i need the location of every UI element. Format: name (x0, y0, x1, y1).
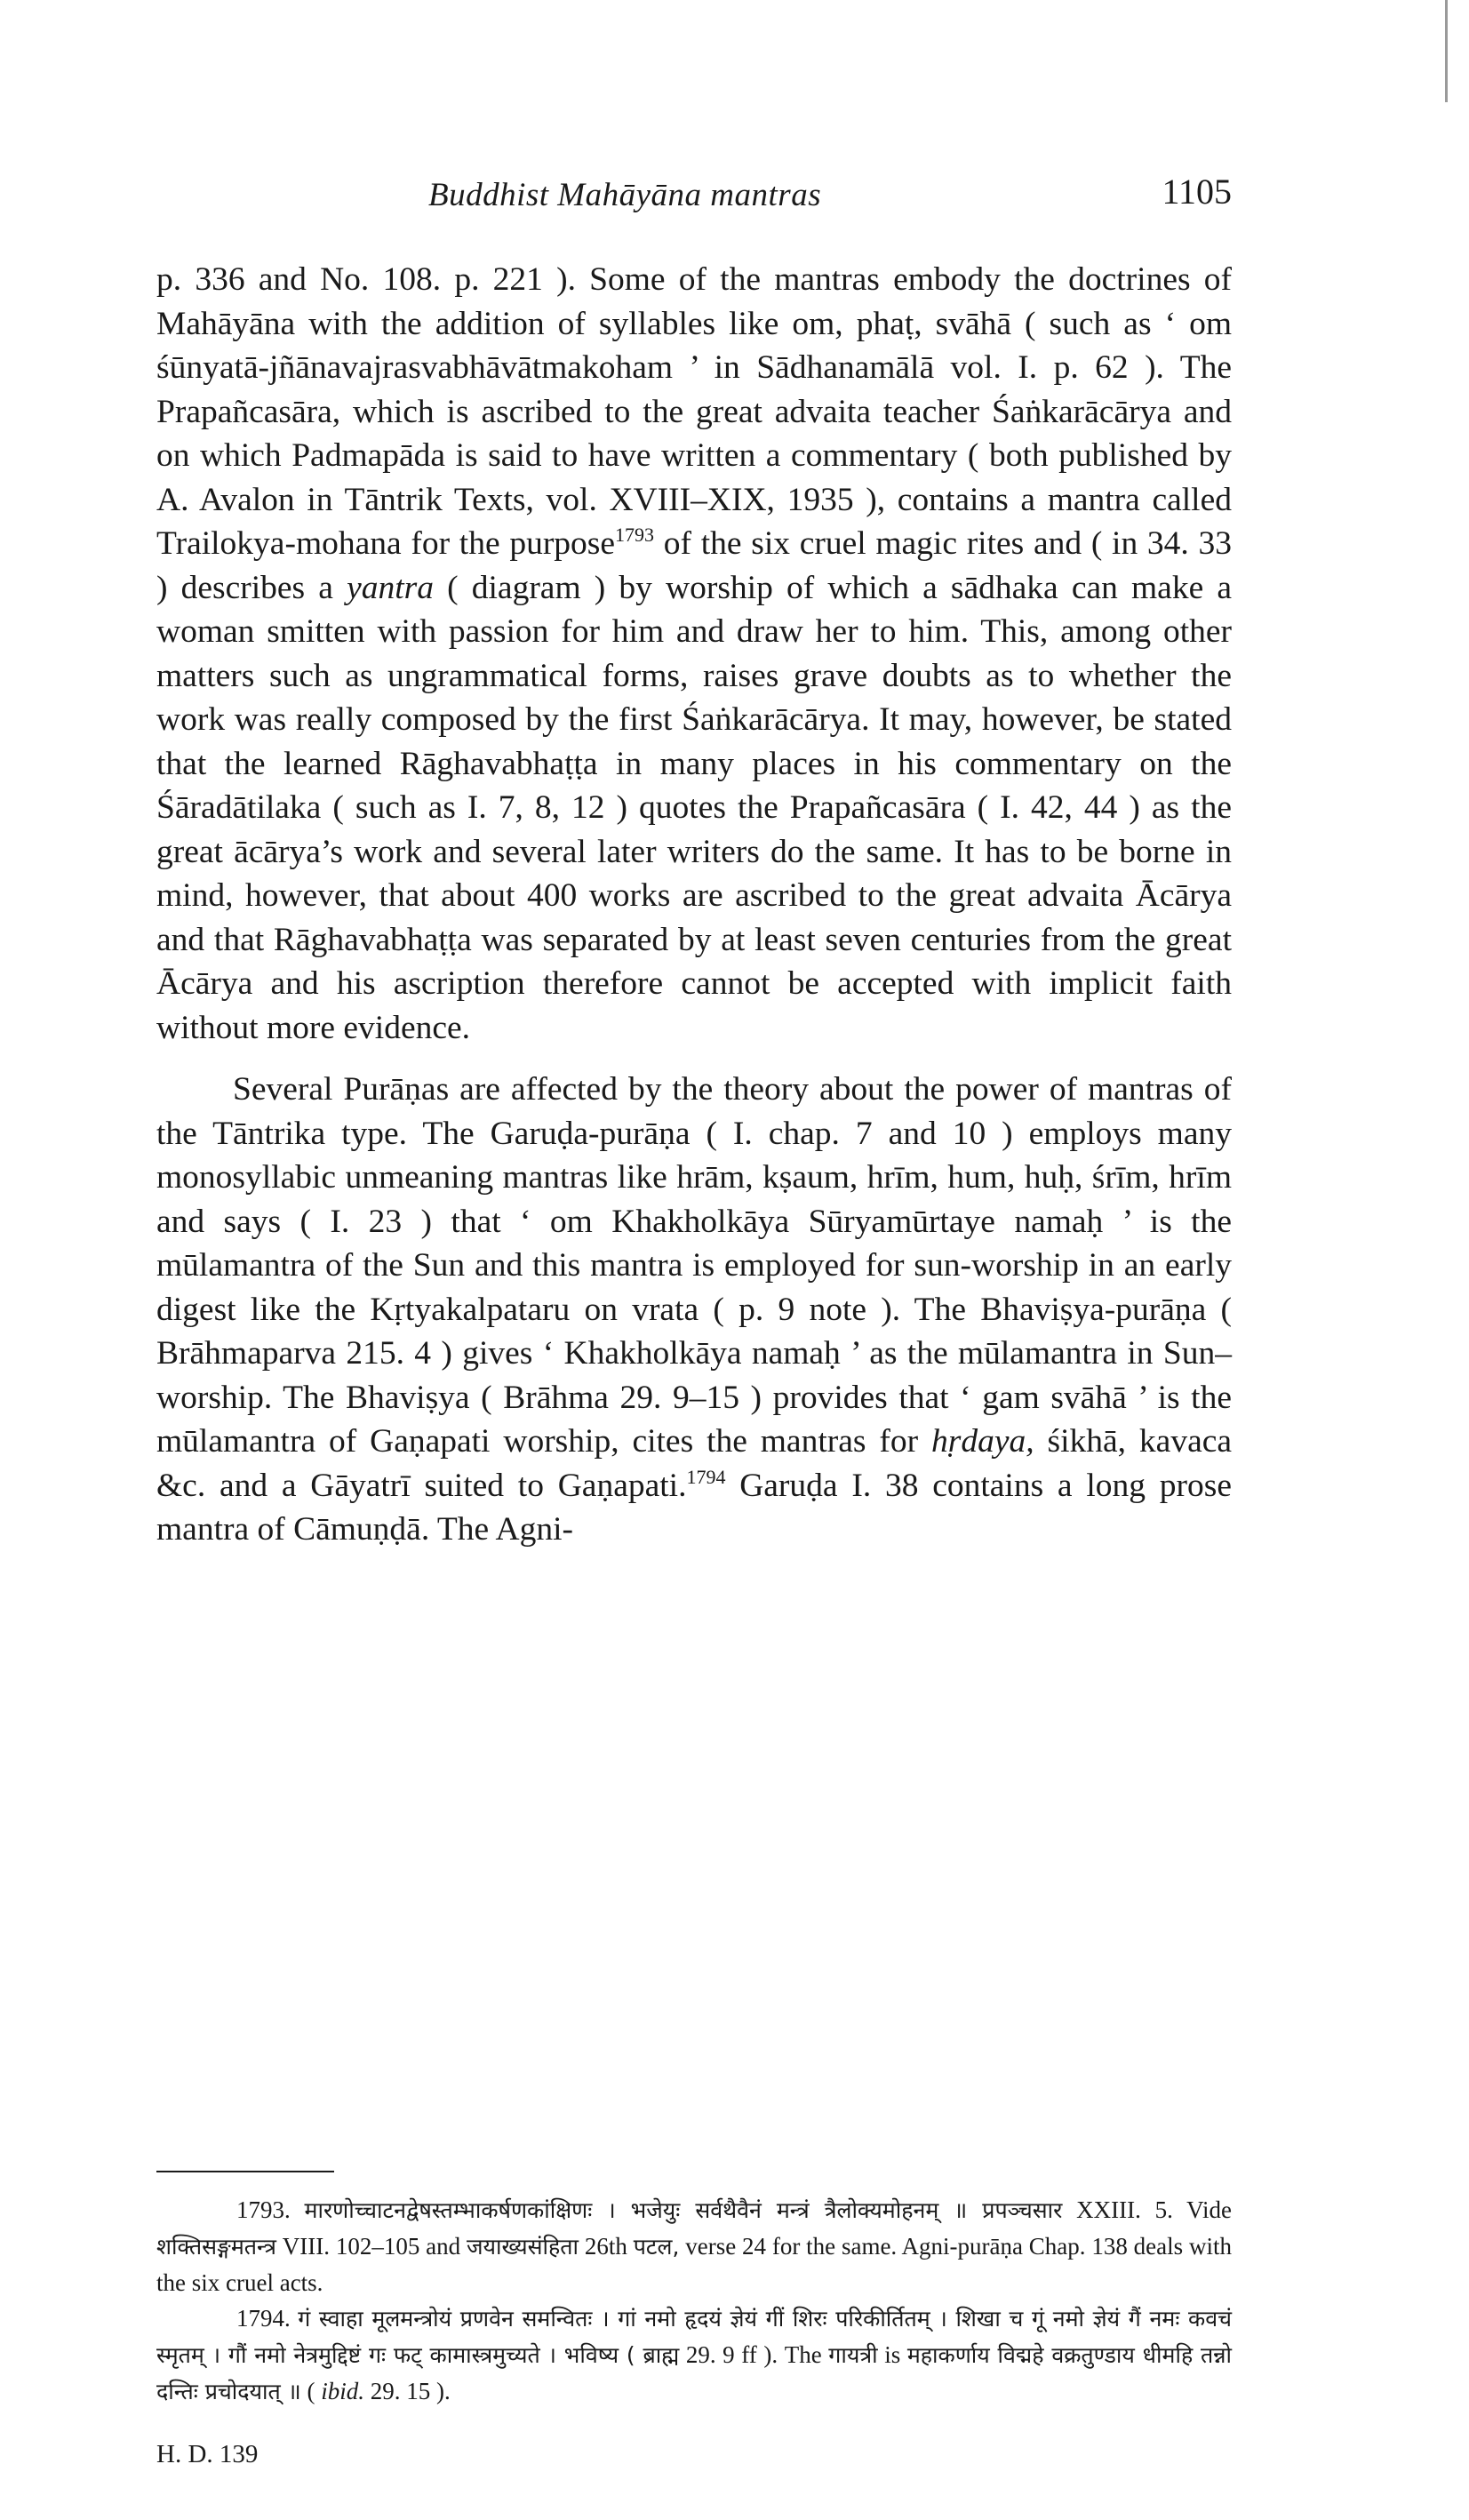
footnote-rule (156, 2171, 334, 2172)
devanagari-quote: गायत्री (828, 2342, 878, 2368)
page-header (156, 171, 1232, 224)
italic-term: ibid. (321, 2378, 364, 2404)
footnote (156, 2192, 1232, 2300)
devanagari-quote: शक्तिसङ्गमतन्त्र (156, 2234, 276, 2260)
text-run: 29. 9 ff ). The (679, 2341, 829, 2368)
paragraph (156, 1068, 1232, 1552)
text-run: śikhā, kavaca &c. and a Gāyatrī suited to Gaṇapati. (156, 1423, 1232, 1504)
text-run: 26th (579, 2233, 634, 2260)
footnote (156, 2300, 1232, 2410)
text-run: XXIII. 5. Vide (1062, 2196, 1233, 2223)
text-run: ( (300, 2378, 322, 2404)
running-head: Buddhist Mahāyāna mantras (428, 177, 822, 213)
devanagari-quote: महाकर्णाय विद्महे वक्रतुण्डाय धीमहि तन्नो दन्तिः प्रचोदयात् ॥ (156, 2342, 1232, 2404)
text-run: 1794. (236, 2305, 299, 2332)
devanagari-quote: पटल, (633, 2234, 680, 2260)
signature-mark: H. D. 139 (156, 2440, 259, 2468)
devanagari-quote: मारणोच्चाटनद्वेषस्तम्भाकर्षणकांक्षिणः । भजेयुः सर्वथैवैनं मन्त्रं त्रैलोक्यमोहनम् ॥ प्रपञ्चसार (304, 2197, 1063, 2223)
text-run: 1793. (236, 2196, 305, 2223)
scan-edge-line (1445, 0, 1448, 102)
devanagari-quote: गं स्वाहा मूलमन्त्रोयं प्रणवेन समन्वितः । गां नमो हृदयं ज्ञेयं गीं शिरः परिकीर्तितम् । शिखा च गूं नमो ज्ञेयं गैं नमः कवचं स्मृतम् । गौं नमो नेत्रमुद्दिष्टं गः फट् कामास्त्रमुच्यते । भविष्य ( ब्राह्म (156, 2306, 1232, 2368)
text-run: is (877, 2341, 907, 2368)
text-run: ( diagram ) by worship of which a sādhaka can make a woman smitten with passion for him and draw her to him. This, among other matters such as ungrammatical forms, raises grave doubts as to whether the work was really composed by the first Śaṅkarācārya. It may, however, be stated that the learned Rāghavabhaṭṭa in many places in his commentary on the Śāradātilaka ( such as I. 7, 8, 12 ) quotes the Prapañcasāra ( I. 42, 44 ) as the great ācārya’s work and several later writers do the same. It has to be borne in mind, however, that about 400 works are ascribed to the great advaita Ācārya and that Rāghavabhaṭṭa was separated by at least seven centuries from the great Ācārya and his ascription therefore cannot be accepted with implicit faith without more evidence. (156, 569, 1232, 1046)
text-run: p. 336 and No. 108. p. 221 ). Some of the mantras embody the doctrines of Mahāyāna with the addition of syllables like om, phaṭ, svāhā ( such as ‘ om śūnyatā-jñānavajrasvabhāvātmakoham ’ in Sādhanamālā vol. I. p. 62 ). The Prapañcasāra, which is ascribed to the great advaita teacher Śaṅkarācārya and on which Padmapāda is said to have written a commentary ( both published by A. Avalon in Tāntrik Texts, vol. XVIII–XIX, 1935 ), contains a mantra called Trailokya-mohana for the purpose (156, 261, 1232, 562)
italic-term: yantra (347, 569, 434, 606)
text-run: of the six cruel magic rites and ( in 34. 33 ) describes a (156, 525, 1232, 606)
page-number: 1105 (1162, 172, 1232, 212)
text-run: verse 24 for the same. Agni-purāṇa Chap. 138 deals with the six cruel acts. (156, 2233, 1232, 2296)
text-run: VIII. 102–105 and (275, 2233, 467, 2260)
paragraph (156, 258, 1232, 1050)
text-run: Garuḍa I. 38 contains a long prose mantra of Cāmuṇḍā. The Agni- (156, 1467, 1232, 1548)
main-text (156, 258, 1232, 1552)
footnote-ref: 1794 (686, 1465, 726, 1488)
italic-term: hṛdaya, (930, 1423, 1034, 1460)
footnote-ref: 1793 (615, 524, 655, 546)
text-run: 29. 15 ). (363, 2378, 451, 2404)
footnotes (156, 2192, 1232, 2410)
devanagari-quote: जयाख्यसंहिता (467, 2234, 579, 2260)
text-run: Several Purāṇas are affected by the theory about the power of mantras of the Tāntrika type. The Garuḍa-purāṇa ( I. chap. 7 and 10 ) employs many monosyllabic unmeaning mantras like hrām, kṣaum, hrīm, hum, huḥ, śrīm, hrīm and says ( I. 23 ) that ‘ om Khakholkāya Sūryamūrtaye namaḥ ’ is the mūlamantra of the Sun and this mantra is employed for sun-worship in an early digest like the Kṛtyakalpataru on vrata ( p. 9 note ). The Bhaviṣya-purāṇa ( Brāhmaparva 215. 4 ) gives ‘ Khakholkāya namaḥ ’ as the mūlamantra in Sun–worship. The Bhaviṣya ( Brāhma 29. 9–15 ) provides that ‘ gam svāhā ’ is the mūlamantra of Gaṇapati worship, cites the mantras for (156, 1071, 1232, 1460)
